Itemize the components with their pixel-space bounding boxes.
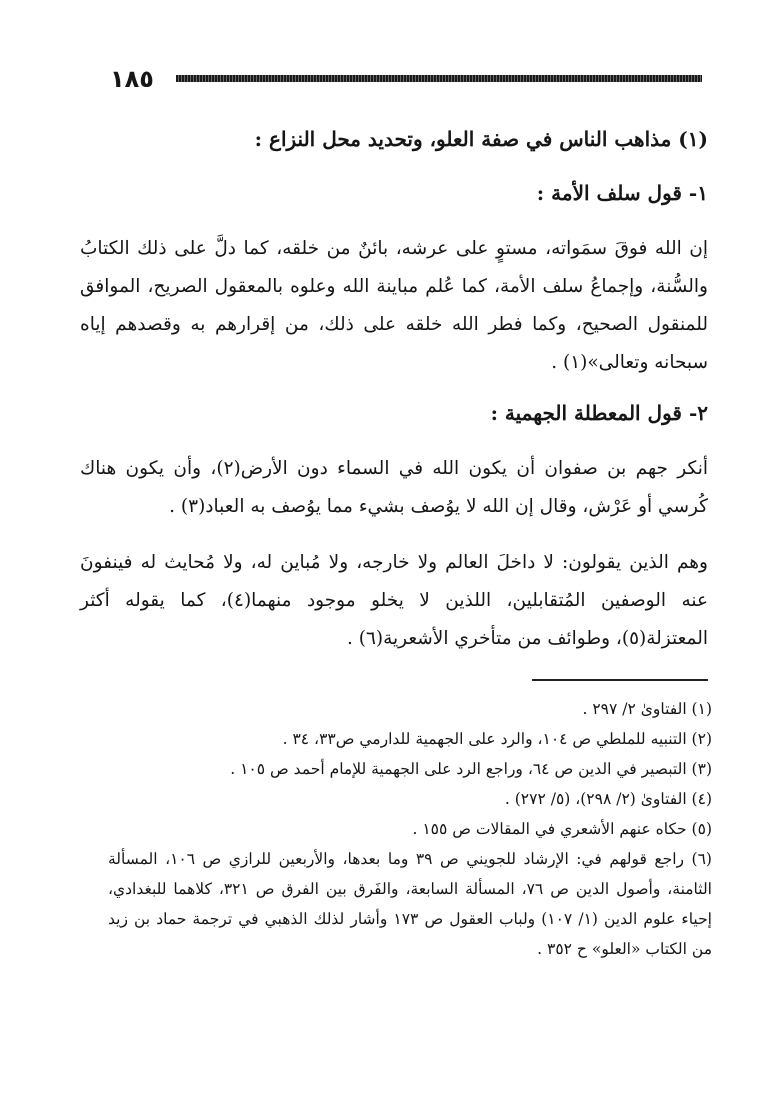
section-1-heading-block [80, 178, 708, 208]
section-heading: ٢- قول المعطلة الجهمية : [490, 401, 708, 425]
section-2-body-1 [80, 450, 708, 526]
page-header [110, 64, 702, 94]
footnote: (٢) التنبيه للملطي ص ١٠٤، والرد على الجهمية للدارمي ص٣٣، ٣٤ . [282, 730, 712, 748]
main-heading-block [80, 124, 708, 154]
footnote: (٥) حكاه عنهم الأشعري في المقالات ص ١٥٥ . [412, 820, 712, 838]
section-2-heading-block [80, 398, 708, 428]
footnote: (٣) التبصير في الدين ص ٦٤، وراجع الرد على الجهمية للإمام أحمد ص ١٠٥ . [230, 760, 712, 778]
footnote-separator [532, 679, 708, 681]
paragraph: أنكر جهم بن صفوان أن يكون الله في السماء دون الأرض(٢)، وأن يكون هناك كُرسي أو عَرْش، وقال إن الله لا يوُصف بشيء مما يوُصف به العباد(٣) . [80, 458, 708, 517]
footnotes [108, 694, 712, 964]
paragraph: إن الله فوقَ سمَواته، مستوٍ على عرشه، بائنٌ من خلقه، كما دلَّ على ذلك الكتابُ والسُّنة، وإجماعُ سلف الأمة، كما عُلم مباينة الله وعلوه بالمعقول الصريح، الموافق للمنقول الصحيح، وكما فطر الله خلقه على ذلك، من إقرارهم به وقصدهم إياه سبحانه وتعالى»(١) . [80, 238, 708, 373]
section-1-body [80, 230, 708, 382]
header-rule [176, 75, 702, 82]
page-number: ١٨٥ [110, 65, 154, 93]
paragraph: وهم الذين يقولون: لا داخلَ العالم ولا خارجه، ولا مُباين له، ولا مُحايث له فينفونَ عنه الوصفين المُتقابلين، اللذين لا يخلو موجود منهما(٤)، كما يقوله أكثر المعتزلة(٥)، وطوائف من متأخري الأشعرية(٦) . [80, 552, 708, 649]
footnote: (١) الفتاوىٰ ٢/ ٢٩٧ . [582, 700, 712, 718]
section-2-body-2 [80, 544, 708, 658]
footnote: (٤) الفتاوىٰ (٢/ ٢٩٨)، (٥/ ٢٧٢) . [504, 790, 712, 808]
section-heading: ١- قول سلف الأمة : [536, 181, 708, 205]
footnote: (٦) راجع قولهم في: الإرشاد للجويني ص ٣٩ وما بعدها، والأربعين للرازي ص ١٠٦، المسألة الثامنة، وأصول الدين ص ٧٦، المسألة السابعة، والفَرق بين الفرق ص ٣٢١، كلاهما للبغدادي، إحياء علوم الدين (١/ ١٠٧) ولباب العقول ص ١٧٣ وأشار لذلك الذهبي في ترجمة حماد بن زيد من الكتاب «العلو» ح ٣٥٢ . [108, 850, 712, 958]
main-heading: (١) مذاهب الناس في صفة العلو، وتحديد محل النزاع : [254, 127, 708, 151]
